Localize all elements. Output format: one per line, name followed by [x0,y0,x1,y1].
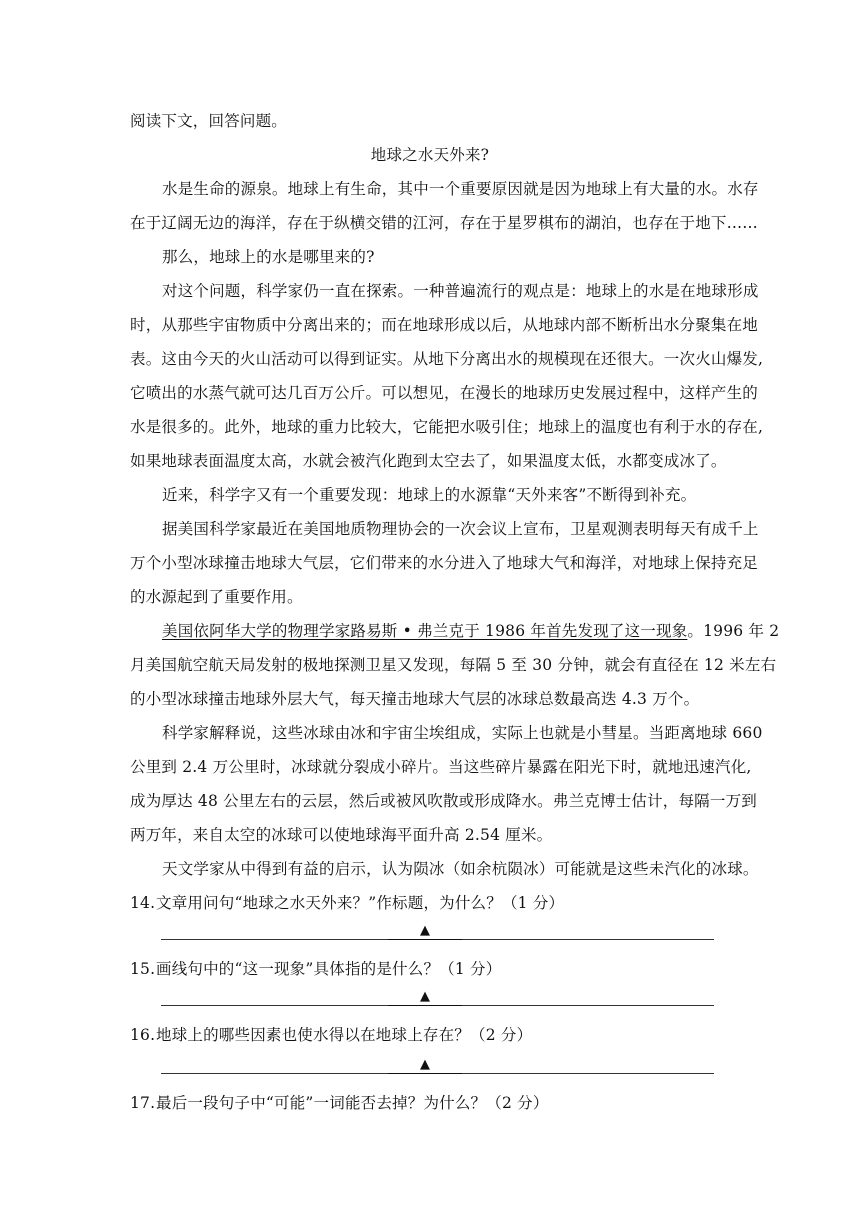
paragraph-line: 万个小型冰球撞击地球大气层，它们带来的水分进入了地球大气和海洋，对地球上保持充足 [130,554,759,572]
paragraph-line: 近来，科学字又有一个重要发现：地球上的水源靠“天外来客”不断得到补充。 [162,486,697,504]
question-15 [130,958,730,980]
paragraph-line: 科学家解释说，这些冰球由冰和宇宙尘埃组成，实际上也就是小彗星。当距离地球 660 [162,724,763,742]
underlined-sentence: 美国依阿华大学的物理学家路易斯 • 弗兰克于 1986 年首先发现了这一现象 [162,622,688,640]
paragraph-line [162,620,780,642]
question-number: 17. [130,1094,156,1112]
paragraph-line: 天文学家从中得到有益的启示，认为陨冰（如余杭陨冰）可能就是这些未汽化的冰球。 [162,860,759,878]
question-number: 16. [130,1026,156,1044]
question-text: 最后一段句子中“可能”一词能否去掉？为什么？（2 分） [156,1094,549,1112]
paragraph-line: 成为厚达 48 公里左右的云层，然后或被风吹散或形成降水。弗兰克博士估计，每隔一万到 [130,792,757,810]
paragraph-line: 公里到 2.4 万公里时，冰球就分裂成小碎片。当这些碎片暴露在阳光下时，就地迅速汽化, [130,758,752,776]
paragraph-line: 时，从那些宇宙物质中分离出来的；而在地球形成以后，从地球内部不断析出水分聚集在地 [130,316,759,334]
question-text: 文章用问句“地球之水天外来？”作标题，为什么？（1 分） [156,894,565,912]
paragraph-line: 它喷出的水蒸气就可达几百万公斤。可以想见，在漫长的地球历史发展过程中，这样产生的 [130,384,759,402]
paragraph-line: 据美国科学家最近在美国地质物理协会的一次会议上宣布，卫星观测表明每天有成千上 [162,520,759,538]
question-17 [130,1092,730,1114]
triangle-icon: ▲ [388,989,462,1006]
answer-line-15[interactable] [161,988,714,1006]
question-14 [130,892,730,914]
triangle-icon: ▲ [388,923,462,940]
paragraph-line: 对这个问题，科学家仍一直在探索。一种普遍流行的观点是：地球上的水是在地球形成 [162,282,759,300]
answer-line-16[interactable] [161,1056,714,1074]
triangle-icon: ▲ [388,1057,462,1074]
article-title: 地球之水天外来? [370,146,490,164]
paragraph-line: 表。这由今天的火山活动可以得到证实。从地下分离出水的规模现在还很大。一次火山爆发, [130,350,764,368]
paragraph-line: 如果地球表面温度太高，水就会被汽化跑到太空去了，如果温度太低，水都变成冰了。 [130,452,727,470]
paragraph-line: 月美国航空航天局发射的极地探测卫星又发现，每隔 5 至 30 分钟，就会有直径在 12 米左右 [130,656,777,674]
answer-line-14[interactable] [161,922,714,940]
paragraph-line: 水是生命的源泉。地球上有生命，其中一个重要原因就是因为地球上有大量的水。水存 [162,180,759,198]
paragraph-line: 的小型冰球撞击地球外层大气，每天撞击地球大气层的冰球总数最高迭 4.3 万个。 [130,690,700,708]
question-text: 地球上的哪些因素也使水得以在地球上存在？（2 分） [156,1026,533,1044]
paragraph-line: 的水源起到了重要作用。 [130,588,303,606]
paragraph-line: 两万年，来自太空的冰球可以使地球海平面升高 2.54 厘米。 [130,826,553,844]
paragraph-line: 那么，地球上的水是哪里来的? [162,248,375,266]
question-number: 14. [130,894,156,912]
paragraph-line: 水是很多的。此外，地球的重力比较大，它能把水吸引住；地球上的温度也有利于水的存在, [130,418,764,436]
paragraph-line: 在于辽阔无边的海洋，存在于纵横交错的江河，存在于星罗棋布的湖泊，也存在于地下…… [130,214,759,232]
question-text: 画线句中的“这一现象”具体指的是什么？（1 分） [156,960,502,978]
question-number: 15. [130,960,156,978]
reading-instruction: 阅读下文，回答问题。 [130,112,288,130]
paragraph-line-tail: 。1996 年 2 [687,622,780,640]
question-16 [130,1024,730,1046]
